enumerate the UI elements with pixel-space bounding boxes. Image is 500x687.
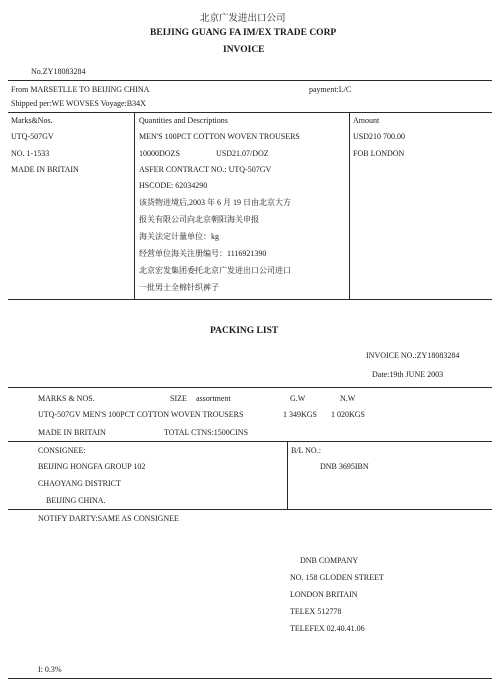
- consignee-bl-divider: [287, 441, 288, 509]
- mark-line: MADE IN BRITAIN: [11, 165, 79, 174]
- carrier-line: LONDON BRITAIN: [290, 590, 358, 599]
- mark-line: UTQ-507GV: [11, 132, 54, 141]
- route: From MARSETLLE TO BEIJING CHINA: [11, 85, 150, 94]
- consignee-bottom-border: [8, 509, 492, 510]
- goods-row-description: UTQ-507GV MEN'S 100PCT COTTON WOVEN TROUSERS: [38, 410, 244, 419]
- mark-line: NO. 1-1533: [11, 149, 50, 158]
- footer-note: I: 0.3%: [38, 665, 62, 674]
- carrier-line: NO. 158 GLODEN STREET: [290, 573, 384, 582]
- payment-terms: payment:L/C: [309, 85, 352, 94]
- contract-number: ASFER CONTRACT NO.: UTQ-507GV: [139, 165, 272, 174]
- shipped-per: Shipped per:WE WOVSES Voyage:B34X: [11, 99, 146, 108]
- customs-note: 经营单位海关注册编号：1116921390: [139, 249, 267, 258]
- trade-terms: FOB LONDON: [353, 149, 405, 158]
- customs-note: 北京宏发集团委托北京广发进出口公司进口: [139, 266, 291, 275]
- net-weight-header: N.W: [340, 394, 356, 403]
- invoice-bottom-border: [8, 299, 492, 300]
- goods-description: MEN'S 100PCT COTTON WOVEN TROUSERS: [139, 132, 300, 141]
- packing-invoice-number: INVOICE NO.:ZY18083284: [366, 351, 460, 360]
- size-header: SIZE: [170, 394, 187, 403]
- invoice-number: No.ZY18083284: [31, 67, 86, 76]
- invoice-col-divider-1: [134, 112, 135, 299]
- goods-quantity: 10000DOZS: [139, 149, 180, 158]
- customs-note: 报关有限公司向北京朝阳海关申报: [139, 215, 259, 224]
- consignee-label: CONSIGNEE:: [38, 446, 86, 455]
- packing-bottom-border: [8, 678, 492, 679]
- packing-date: Date:19th JUNE 2003: [372, 370, 444, 379]
- company-name-en: BEIJING GUANG FA IM/EX TRADE CORP: [150, 28, 337, 38]
- packing-list-title: PACKING LIST: [210, 326, 279, 336]
- packing-goods-divider: [8, 441, 492, 442]
- carrier-line: TELEFEX 02.40.41.06: [290, 624, 365, 633]
- goods-row-gross-weight: 1 349KGS: [283, 410, 318, 419]
- total-cartons: TOTAL CTNS:1500CINS: [164, 428, 249, 437]
- notify-party: NOTIFY DARTY:SAME AS CONSIGNEE: [38, 514, 179, 523]
- invoice-title: INVOICE: [223, 45, 265, 55]
- carrier-line: TELEX 512778: [290, 607, 342, 616]
- customs-note: 该货物进境后,2003 年 6 月 19 日由北京大方: [139, 198, 291, 207]
- col-header-amount: Amount: [353, 116, 380, 125]
- bill-of-lading-number: DNB 3695IBN: [320, 462, 369, 471]
- customs-note: 海关法定计量单位：kg: [139, 232, 219, 241]
- invoice-header-divider: [8, 112, 492, 113]
- origin-mark: MADE IN BRITAIN: [38, 428, 106, 437]
- col-header-marks: Marks&Nos.: [11, 116, 53, 125]
- carrier-line: DNB COMPANY: [300, 556, 359, 565]
- amount-value: USD210 700.00: [353, 132, 406, 141]
- size-value: assortment: [196, 394, 231, 403]
- customs-note: 一批男士全棉针织裤子: [139, 283, 219, 292]
- company-name-cn: 北京广发进出口公司: [200, 14, 286, 24]
- goods-row-net-weight: 1 020KGS: [331, 410, 366, 419]
- packing-top-border: [8, 387, 492, 388]
- consignee-line: CHAOYANG DISTRICT: [38, 479, 121, 488]
- marks-header: MARKS & NOS.: [38, 394, 95, 403]
- consignee-line: BEIJING CHINA.: [46, 496, 106, 505]
- invoice-col-divider-2: [349, 112, 350, 299]
- unit-price: USD21.07/DOZ: [216, 149, 269, 158]
- bill-of-lading-label: B/L NO.:: [291, 446, 321, 455]
- consignee-line: BEIJING HONGFA GROUP 102: [38, 462, 146, 471]
- gross-weight-header: G.W: [290, 394, 306, 403]
- invoice-top-border: [8, 80, 492, 81]
- col-header-quantities: Quantities and Descriptions: [139, 116, 228, 125]
- hs-code: HSCODE: 62034290: [139, 181, 208, 190]
